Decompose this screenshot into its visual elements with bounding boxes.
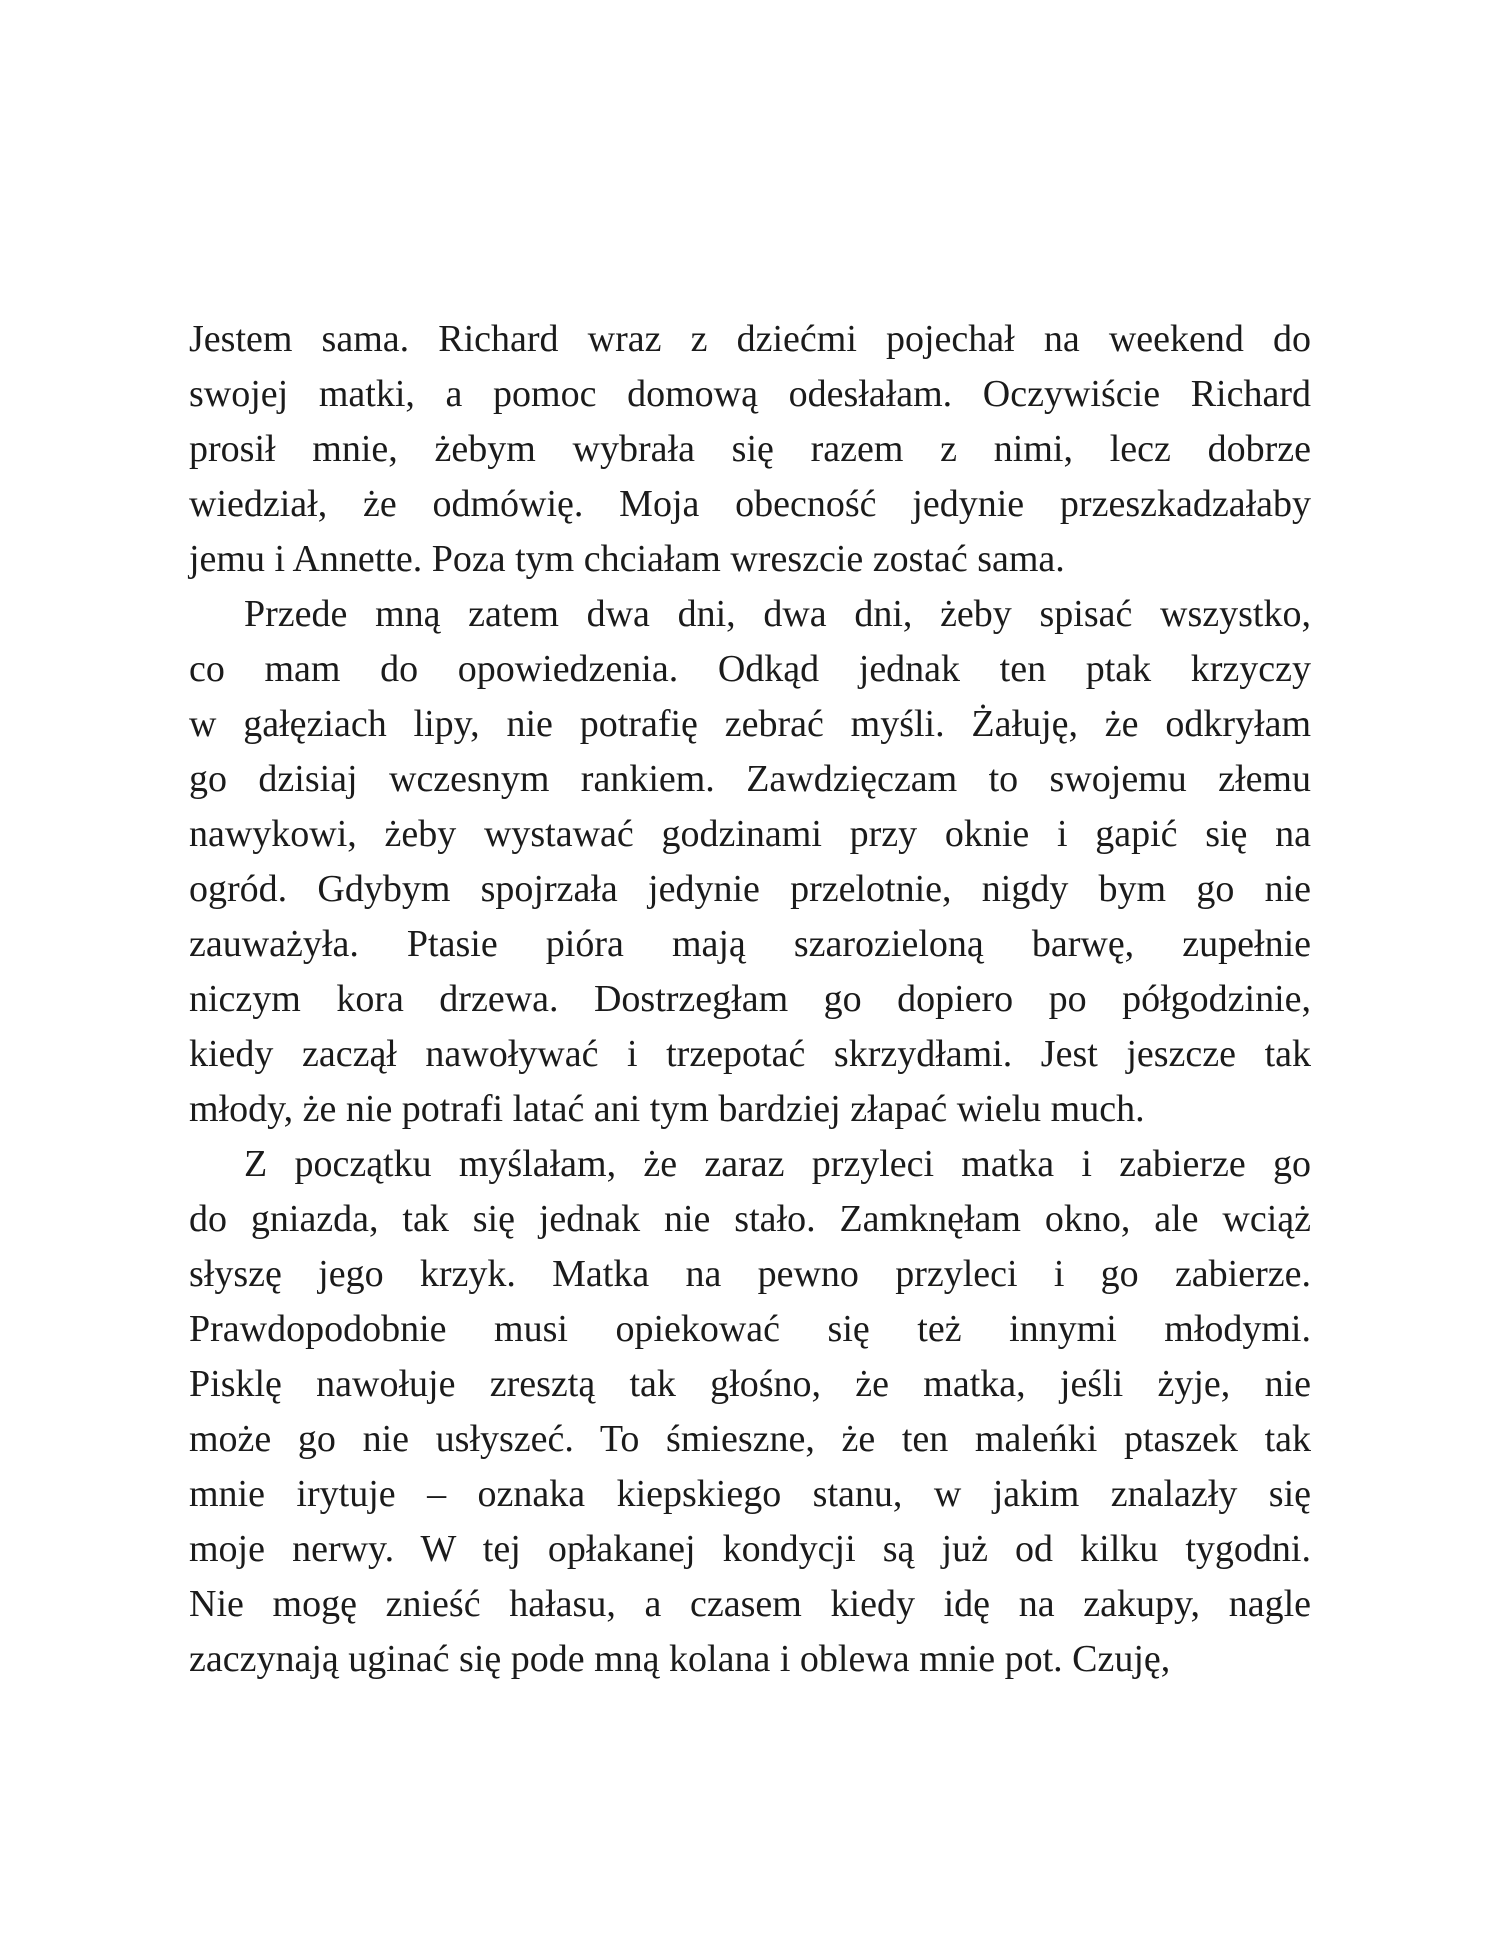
text-line: prosił mnie, żebym wybrała się razem z nimi, lecz dobrze: [189, 428, 1311, 470]
text-line: zauważyła. Ptasie pióra mają szarozieloną barwę, zupełnie: [189, 923, 1311, 965]
text-line: Prawdopodobnie musi opiekować się też innymi młodymi.: [189, 1308, 1311, 1350]
text-line: ogród. Gdybym spojrzała jedynie przelotnie, nigdy bym go nie: [189, 868, 1311, 910]
text-line: jemu i Annette. Poza tym chciałam wreszcie zostać sama.: [189, 538, 1065, 580]
paragraph: [189, 312, 1311, 587]
text-line: Pisklę nawołuje zresztą tak głośno, że matka, jeśli żyje, nie: [189, 1363, 1311, 1405]
text-line: Z początku myślałam, że zaraz przyleci matka i zabierze go: [244, 1143, 1311, 1185]
paragraph: [189, 1137, 1311, 1687]
text-line: słyszę jego krzyk. Matka na pewno przyleci i go zabierze.: [189, 1253, 1311, 1295]
text-line: moje nerwy. W tej opłakanej kondycji są już od kilku tygodni.: [189, 1528, 1311, 1570]
text-line: kiedy zaczął nawoływać i trzepotać skrzydłami. Jest jeszcze tak: [189, 1033, 1311, 1075]
text-line: w gałęziach lipy, nie potrafię zebrać myśli. Żałuję, że odkryłam: [189, 703, 1311, 745]
body-text: [189, 312, 1311, 1687]
text-line: Jestem sama. Richard wraz z dziećmi pojechał na weekend do: [189, 318, 1311, 360]
text-line: swojej matki, a pomoc domową odesłałam. Oczywiście Richard: [189, 373, 1311, 415]
text-line: co mam do opowiedzenia. Odkąd jednak ten ptak krzyczy: [189, 648, 1311, 690]
text-line: może go nie usłyszeć. To śmieszne, że ten maleńki ptaszek tak: [189, 1418, 1311, 1460]
text-line: go dzisiaj wczesnym rankiem. Zawdzięczam to swojemu złemu: [189, 758, 1311, 800]
text-line: mnie irytuje – oznaka kiepskiego stanu, w jakim znalazły się: [189, 1473, 1311, 1515]
text-line: nawykowi, żeby wystawać godzinami przy oknie i gapić się na: [189, 813, 1311, 855]
paragraph: [189, 587, 1311, 1137]
text-line: do gniazda, tak się jednak nie stało. Zamknęłam okno, ale wciąż: [189, 1198, 1311, 1240]
text-line: zaczynają uginać się pode mną kolana i oblewa mnie pot. Czuję,: [189, 1638, 1171, 1680]
text-line: Nie mogę znieść hałasu, a czasem kiedy idę na zakupy, nagle: [189, 1583, 1311, 1625]
text-line: wiedział, że odmówię. Moja obecność jedynie przeszkadzałaby: [189, 483, 1311, 525]
text-line: Przede mną zatem dwa dni, dwa dni, żeby spisać wszystko,: [244, 593, 1311, 635]
text-line: niczym kora drzewa. Dostrzegłam go dopiero po półgodzinie,: [189, 978, 1311, 1020]
text-line: młody, że nie potrafi latać ani tym bardziej złapać wielu much.: [189, 1088, 1145, 1130]
